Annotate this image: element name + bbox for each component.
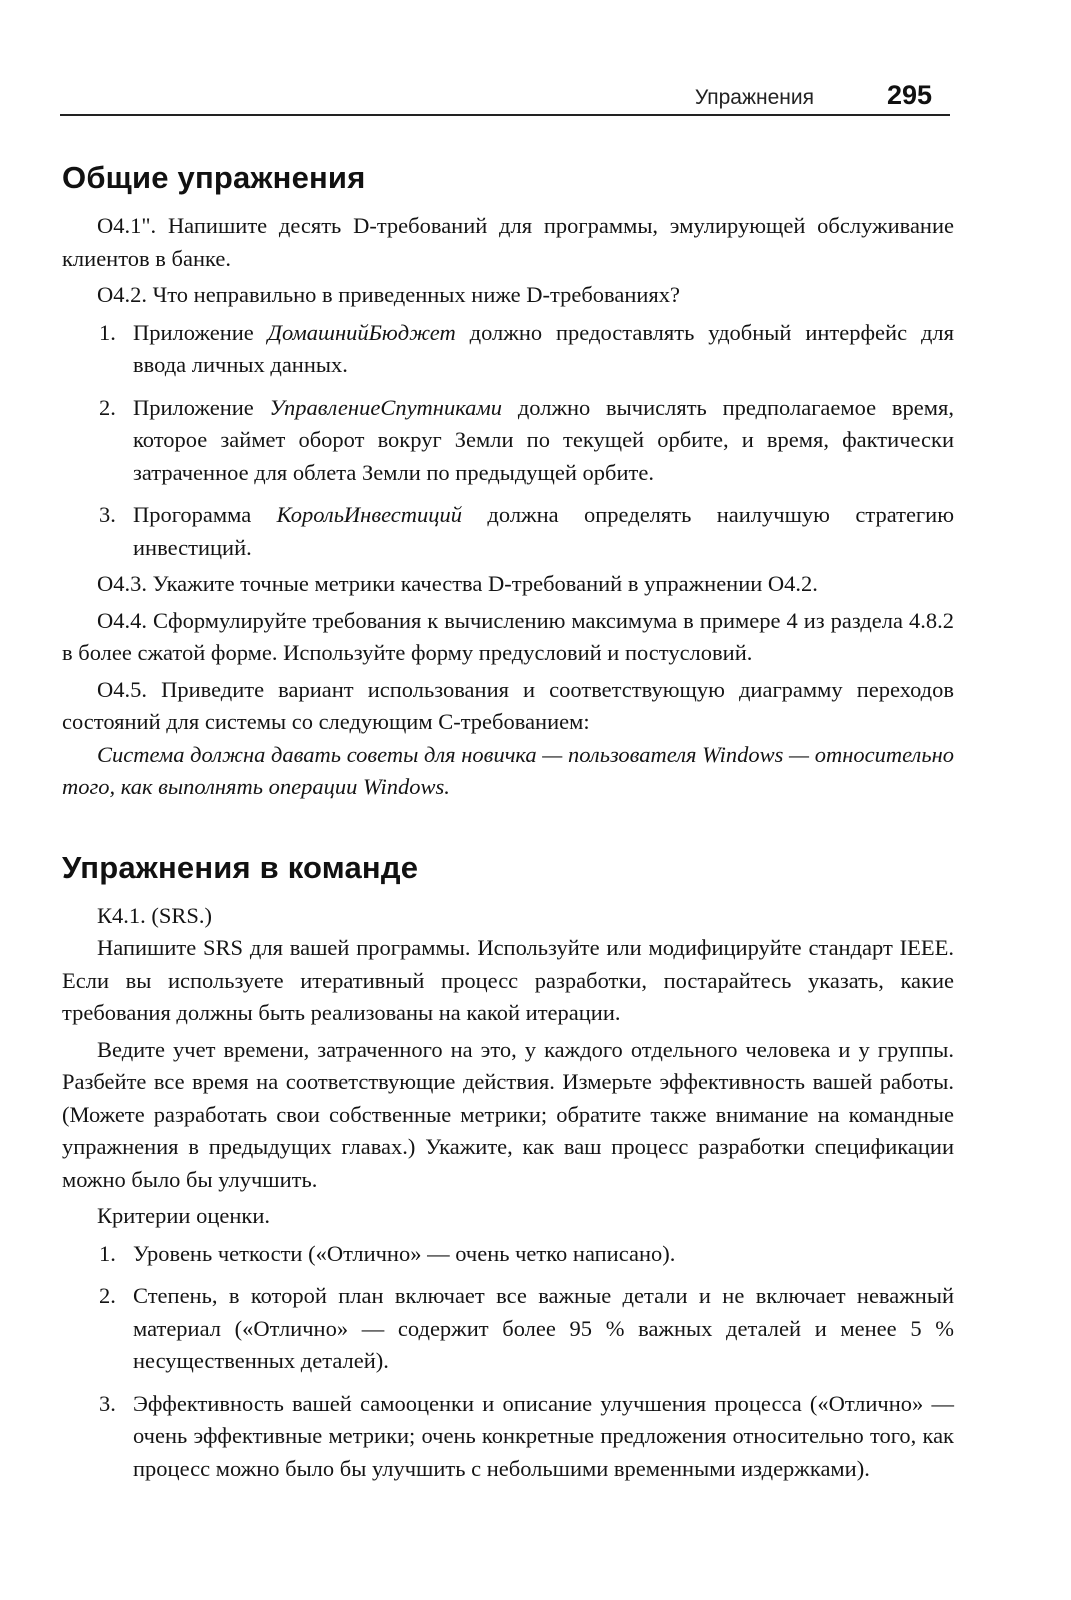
list-item-text: Степень, в которой план включает все важные детали и не включает неважный материал («Отлично» — содержит более 95 % важных деталей и менее 5 % несущественных деталей).	[133, 1283, 954, 1373]
criteria-list	[62, 1238, 954, 1486]
list-item-text: Прогорамма	[133, 502, 277, 527]
exercise-o44: О4.4. Сформулируйте требования к вычислению максимума в примере 4 из раздела 4.8.2 в более сжатой форме. Используйте форму предусловий и постусловий.	[62, 607, 954, 665]
list-item	[62, 1388, 954, 1486]
running-header	[60, 80, 950, 116]
list-item-text: Приложение	[133, 394, 270, 420]
exercise-o45-quote: Система должна давать советы для новичка — пользователя Windows — относительно того, как выполнять операции Windows.	[62, 741, 954, 799]
list-item-text: должна определять наилучшую стратегию инвестиций.	[133, 502, 955, 560]
section-heading-general: Общие упражнения	[62, 160, 366, 195]
list-item-number: 1.	[99, 319, 116, 345]
list-item-text: должно предоставлять удобный интерфейс для ввода личных данных.	[133, 319, 954, 377]
header-section-title: Упражнения	[694, 86, 814, 109]
app-name: ДомашнийБюджет	[267, 319, 456, 345]
list-item-text: должно вычислять предполагаемое время, которое займет оборот вокруг Земли по текущей орбите, и время, фактически затраченное для облета Земли по предыдущей орбите.	[133, 394, 954, 485]
exercise-k41: К4.1. (SRS.)	[97, 902, 213, 928]
list-item-number: 2.	[99, 394, 116, 420]
exercise-o43: О4.3. Укажите точные метрики качества D-требований в упражнении О4.2.	[97, 571, 818, 596]
list-item	[62, 392, 954, 490]
list-item-number: 3.	[99, 502, 116, 527]
list-item-text: Уровень четкости («Отлично» — очень четко написано).	[133, 1240, 676, 1266]
list-item	[62, 1280, 954, 1378]
page-body	[62, 160, 954, 1489]
list-item	[62, 1238, 954, 1271]
page-number: 295	[886, 80, 932, 110]
list-item	[62, 317, 954, 382]
exercise-o41: О4.1". Напишите десять D-требований для программы, эмулирующей обслуживание клиентов в банке.	[62, 213, 954, 271]
app-name: КорольИнвестиций	[276, 502, 463, 527]
list-item-number: 3.	[99, 1390, 116, 1416]
criteria-heading: Критерии оценки.	[97, 1203, 270, 1228]
exercise-o42: О4.2. Что неправильно в приведенных ниже D-требованиях?	[97, 282, 681, 307]
k41-paragraph-1: Напишите SRS для вашей программы. Используйте или модифицируйте стандарт IEEE. Если вы используете итеративный процесс разработки, постарайтесь указать, какие требования должны быть реализованы на какой итерации.	[62, 935, 954, 1025]
list-item	[62, 499, 954, 564]
exercise-o45: О4.5. Приведите вариант использования и соответствующую диаграмму переходов состояний для системы со следующим С-требованием:	[62, 676, 954, 734]
list-item-text: Приложение	[133, 319, 268, 345]
app-name: УправлениеСпутниками	[269, 394, 503, 420]
list-item-text: Эффективность вашей самооценки и описание улучшения процесса («Отлично» — очень эффективные метрики; очень конкретные предложения относительно того, как процесс можно было бы улучшить с небольшими временными издержками).	[133, 1390, 954, 1481]
list-item-number: 1.	[99, 1240, 116, 1266]
section-heading-team: Упражнения в команде	[62, 849, 419, 885]
k41-paragraph-2: Ведите учет времени, затраченного на это, у каждого отдельного человека и у группы. Разбейте все время на соответствующие действия. Измерьте эффективность вашей работы. (Можете разработать свои собственные метрики; обратите также внимание на командные упражнения в предыдущих главах.) Укажите, как ваш процесс разработки спецификации можно было бы улучшить.	[62, 1036, 954, 1192]
o42-requirements-list	[62, 317, 954, 565]
list-item-number: 2.	[99, 1283, 116, 1308]
